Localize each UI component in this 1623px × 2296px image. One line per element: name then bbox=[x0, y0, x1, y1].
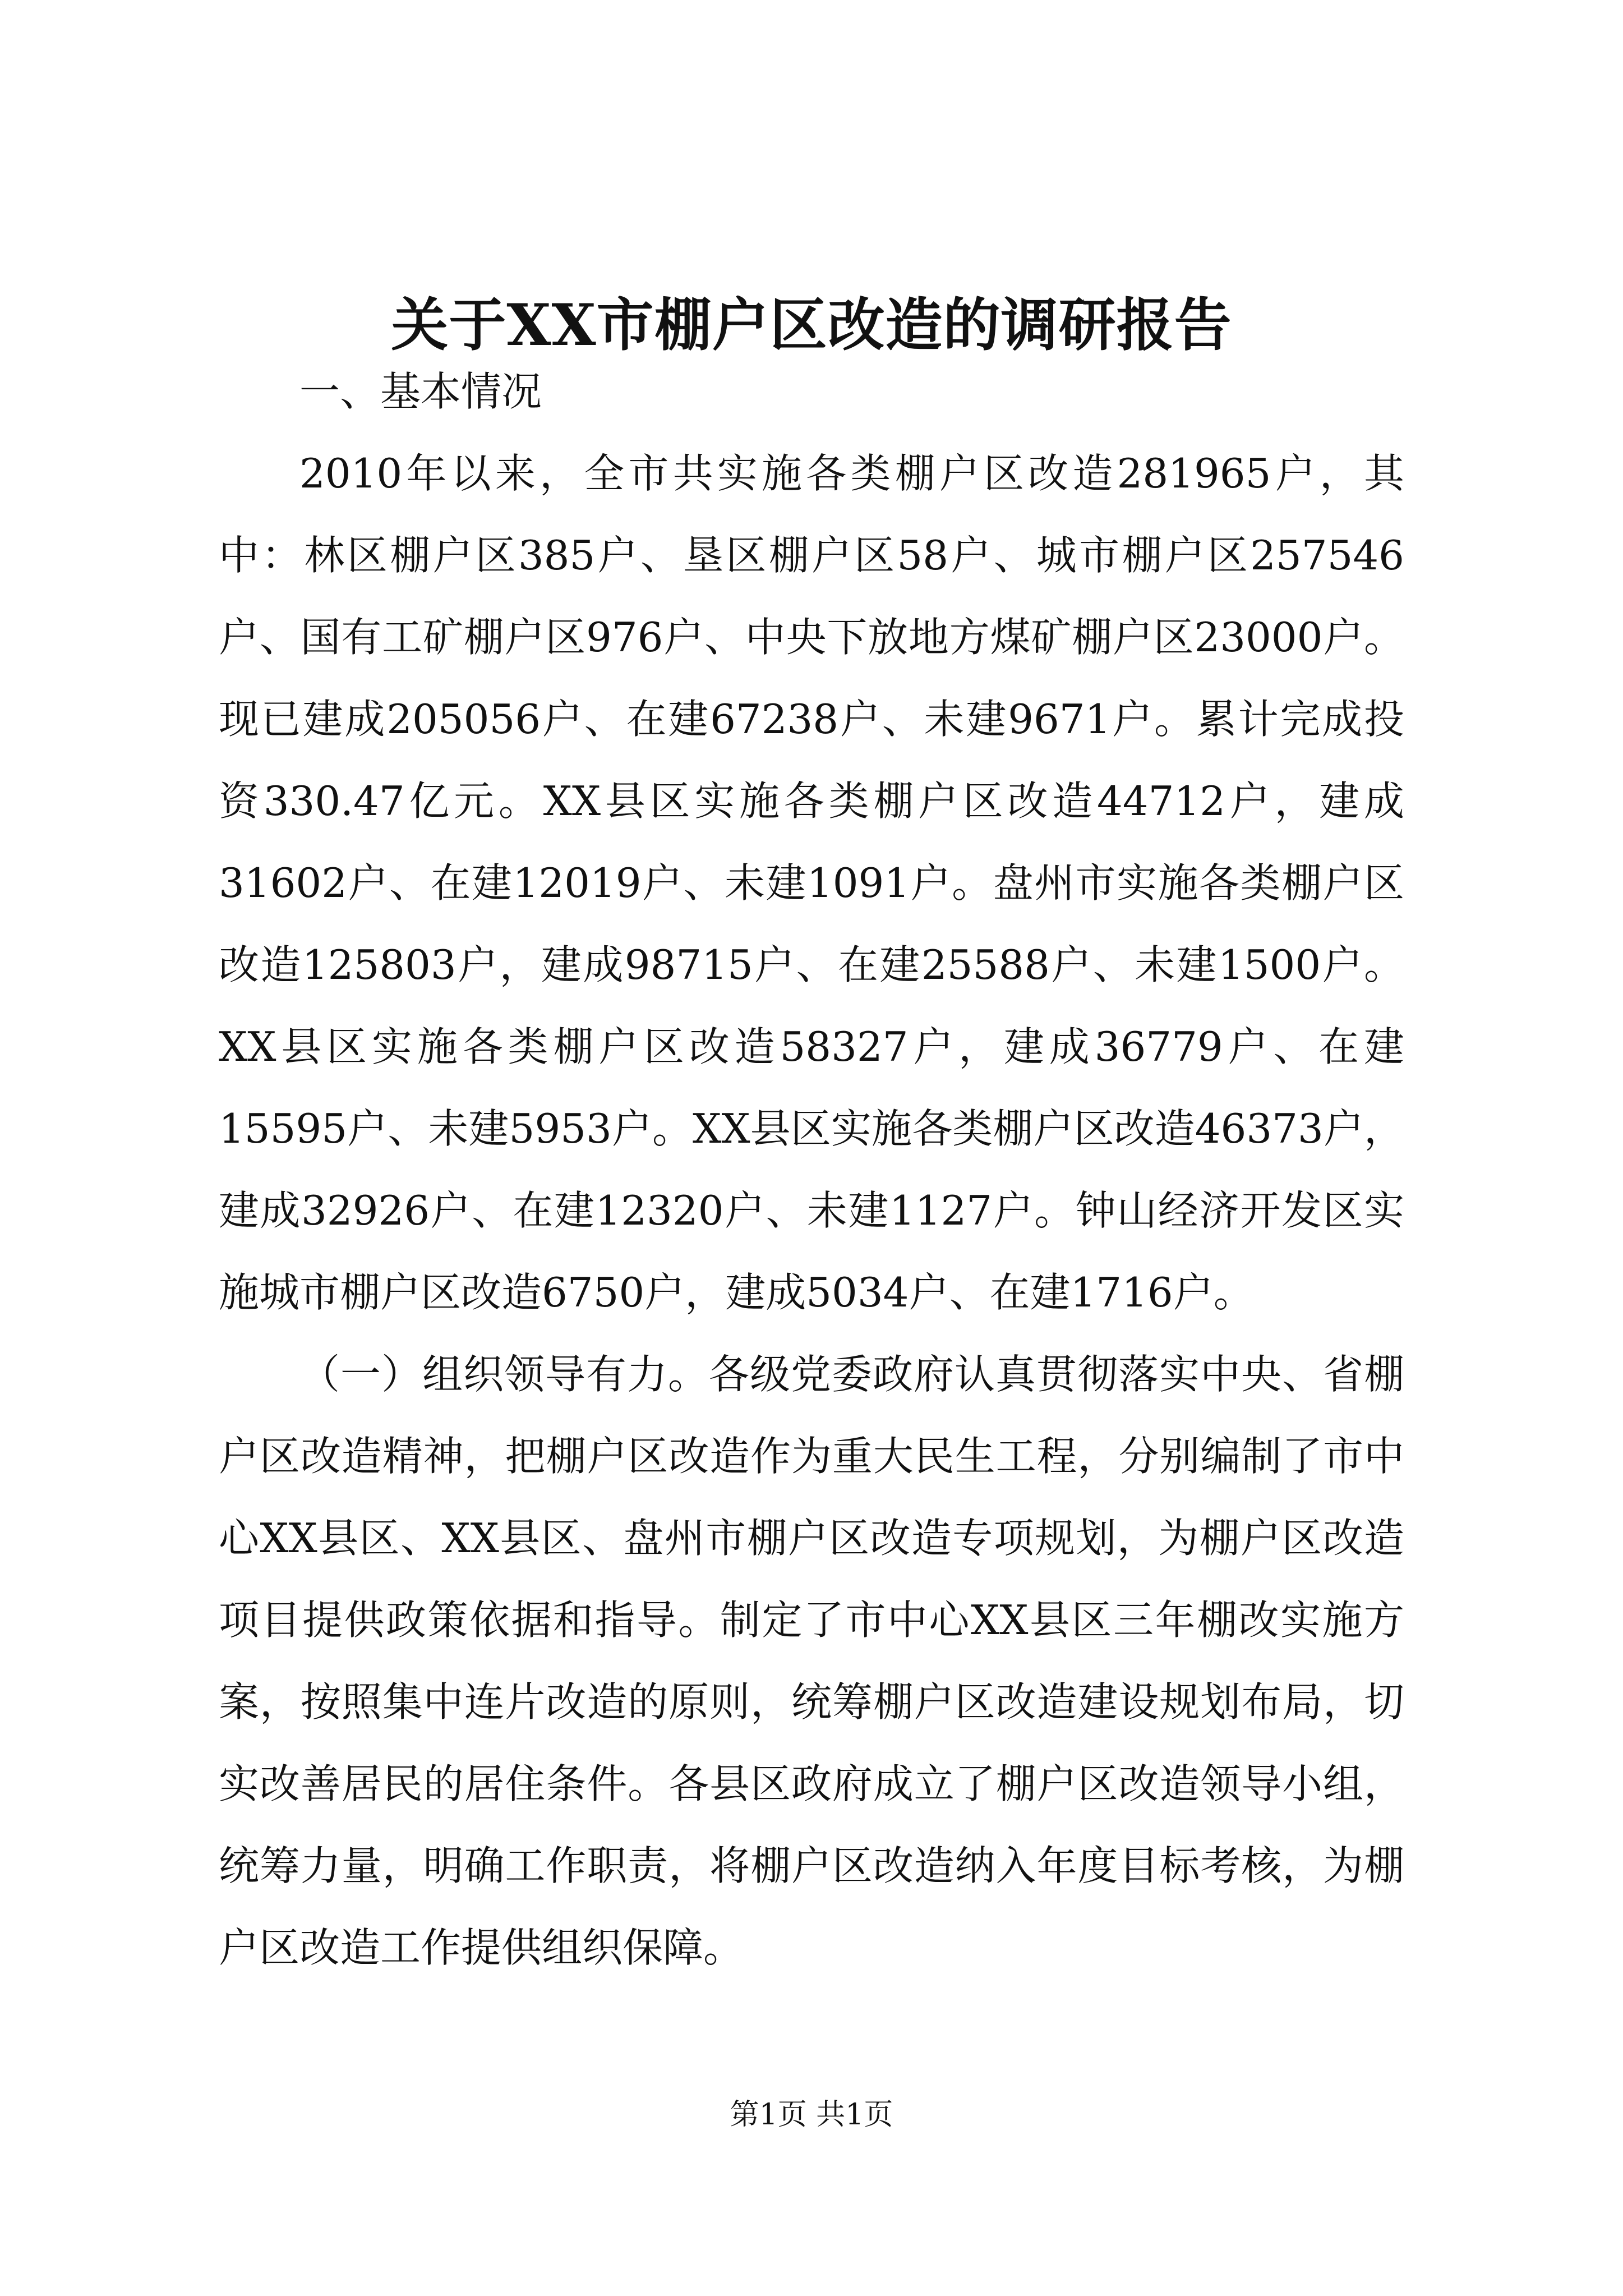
document-title: 关于XX市棚户区改造的调研报告 bbox=[391, 292, 1232, 359]
paragraph-basic-situation: 2010年以来，全市共实施各类棚户区改造281965户，其中：林区棚户区385户、垦区棚户区58户、城市棚户区257546户、国有工矿棚户区976户、中央下放地方煤矿棚户区23000户。现已建成205056户、在建67238户、未建9671户。累计完成投资330.47亿元。XX县区实施各类棚户区改造44712户，建成31602户、在建12019户、未建1091户。盘州市实施各类棚户区改造125803户，建成98715户、在建25588户、未建1500户。XX县区实施各类棚户区改造58327户，建成36779户、在建15595户、未建5953户。XX县区实施各类棚户区改造46373户，建成32926户、在建12320户、未建1127户。钟山经济开发区实施城市棚户区改造6750户，建成5034户、在建1716户。 bbox=[219, 450, 1404, 1316]
document-body bbox=[219, 351, 1404, 1989]
section-heading: 一、基本情况 bbox=[299, 368, 542, 415]
paragraph-organization-leadership: （一）组织领导有力。各级党委政府认真贯彻落实中央、省棚户区改造精神，把棚户区改造作为重大民生工程，分别编制了市中心XX县区、XX县区、盘州市棚户区改造专项规划，为棚户区改造项目提供政策依据和指导。制定了市中心XX县区三年棚改实施方案，按照集中连片改造的原则，统筹棚户区改造建设规划布局，切实改善居民的居住条件。各县区政府成立了棚户区改造领导小组，统筹力量，明确工作职责，将棚户区改造纳入年度目标考核，为棚户区改造工作提供组织保障。 bbox=[219, 1351, 1404, 1971]
page-footer: 第1页 共1页 bbox=[730, 2098, 893, 2132]
